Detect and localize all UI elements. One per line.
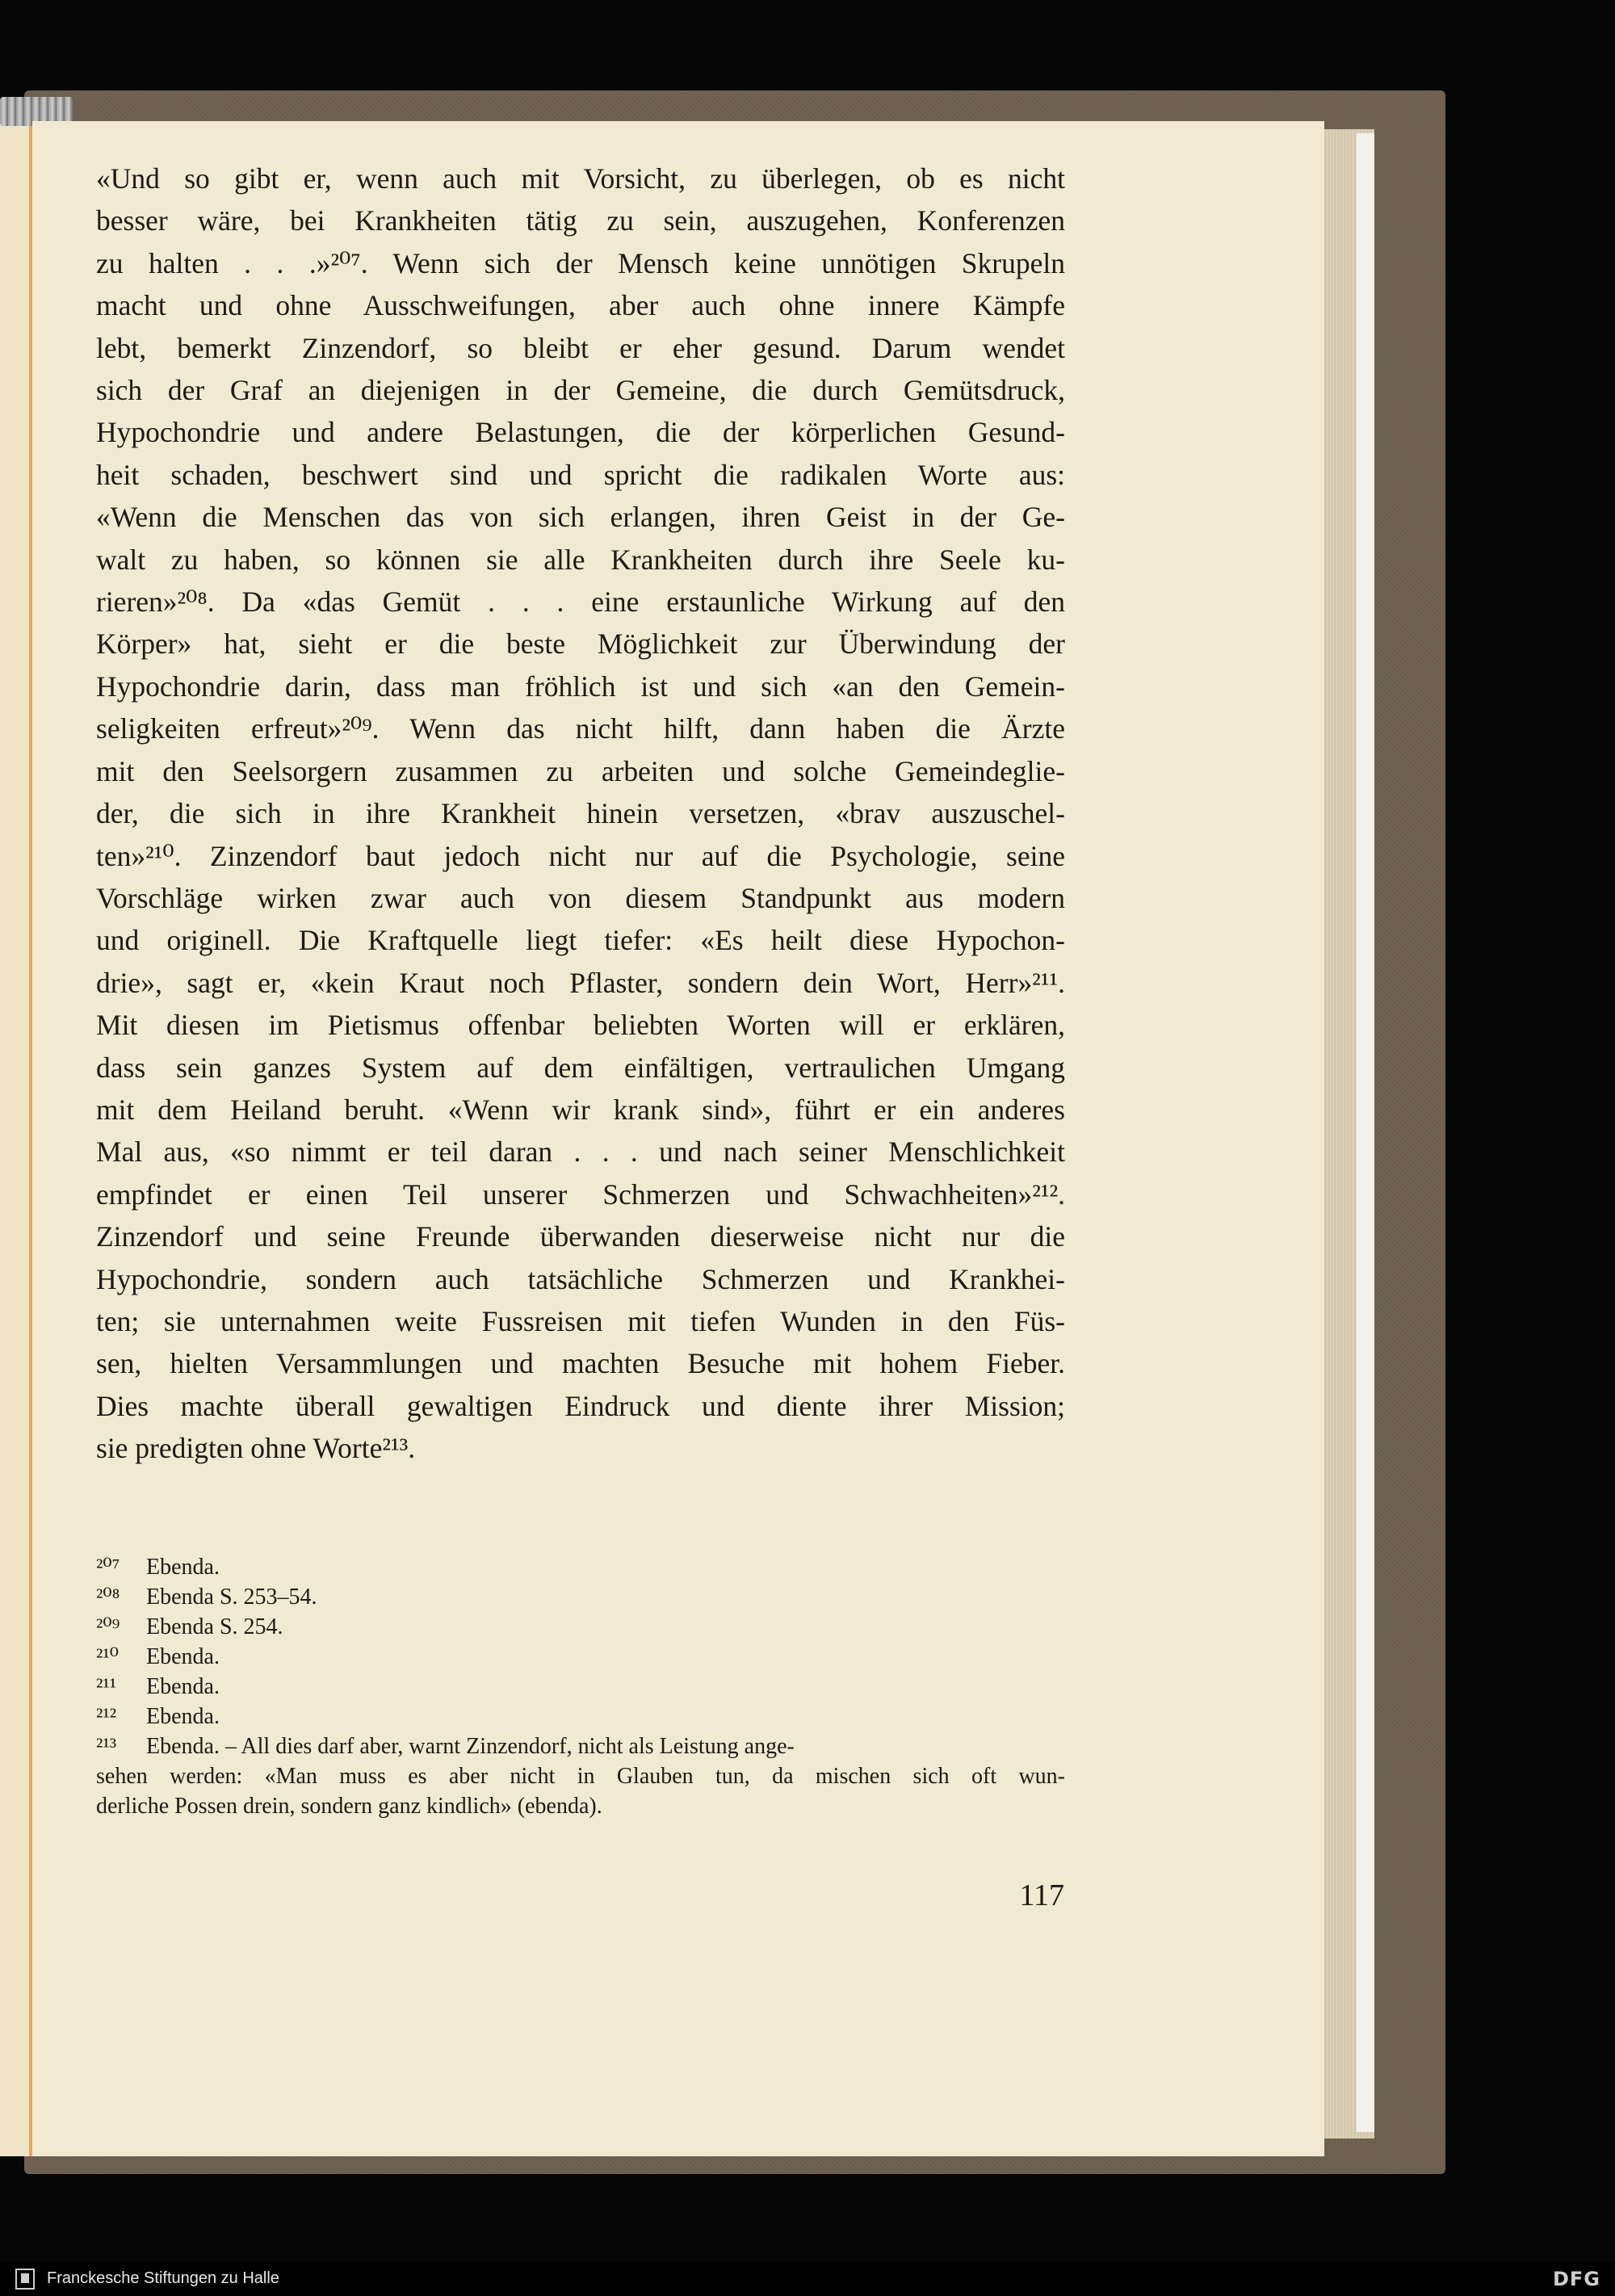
footer-bar xyxy=(0,2263,1615,2296)
footnote xyxy=(96,1552,1065,1582)
body-line: Mit diesen im Pietismus offenbar beliebten Worten will er erklären, xyxy=(96,1009,1065,1042)
body-line: sie predigten ohne Worte²¹³. xyxy=(96,1432,416,1465)
footnote xyxy=(96,1702,1065,1731)
body-line: seligkeiten erfreut»²⁰⁹. Wenn das nicht hilft, dann haben die Ärzte xyxy=(96,712,1065,745)
page-number: 117 xyxy=(1019,1878,1064,1912)
institution-logo-icon xyxy=(15,2268,36,2290)
body-line: dass sein ganzes System auf dem einfältigen, vertraulichen Umgang xyxy=(96,1051,1065,1084)
footnote-number: ²⁰⁷ xyxy=(96,1555,120,1580)
footnote xyxy=(96,1672,1065,1702)
body-line: sen, hielten Versammlungen und machten Besuche mit hohem Fieber. xyxy=(96,1347,1065,1380)
body-line: Dies machte überall gewaltigen Eindruck und diente ihrer Mission; xyxy=(96,1389,1065,1422)
body-line: sich der Graf an diejenigen in der Gemeine, die durch Gemütsdruck, xyxy=(96,374,1065,407)
footnote-text: Ebenda. xyxy=(146,1644,220,1669)
body-line: und originell. Die Kraftquelle liegt tiefer: «Es heilt diese Hypochon- xyxy=(96,924,1065,957)
footnote-number: ²¹³ xyxy=(96,1734,117,1759)
body-line: Vorschläge wirken zwar auch von diesem Standpunkt aus modern xyxy=(96,881,1065,914)
footnote-text: Ebenda. – All dies darf aber, warnt Zinzendorf, nicht als Leistung ange- xyxy=(146,1734,795,1759)
body-line: rieren»²⁰⁸. Da «das Gemüt . . . eine erstaunliche Wirkung auf den xyxy=(96,586,1065,619)
footnote-text: Ebenda S. 253–54. xyxy=(146,1585,317,1610)
body-line: Körper» hat, sieht er die beste Möglichkeit zur Überwindung der xyxy=(96,628,1065,661)
institution-name: Franckesche Stiftungen zu Halle xyxy=(47,2269,279,2287)
inserted-sheet xyxy=(1357,133,1374,2132)
body-line: «Wenn die Menschen das von sich erlangen, ihren Geist in der Ge- xyxy=(96,501,1065,534)
footnote-number: ²⁰⁹ xyxy=(96,1614,120,1639)
footnote-number: ²¹¹ xyxy=(96,1674,117,1699)
body-text xyxy=(96,157,1065,1470)
footnotes xyxy=(96,1552,1065,1821)
footnote-continuation: derliche Possen drein, sondern ganz kindlich» (ebenda). xyxy=(96,1794,602,1819)
body-line: drie», sagt er, «kein Kraut noch Pflaster, sondern dein Wort, Herr»²¹¹. xyxy=(96,966,1065,999)
body-line: Hypochondrie, sondern auch tatsächliche Schmerzen und Krankhei- xyxy=(96,1262,1065,1295)
body-line: Hypochondrie und andere Belastungen, die der körperlichen Gesund- xyxy=(96,416,1065,449)
body-line: heit schaden, beschwert sind und spricht die radikalen Worte aus: xyxy=(96,458,1065,491)
body-line: besser wäre, bei Krankheiten tätig zu sein, auszugehen, Konferenzen xyxy=(96,204,1065,237)
body-line: Hypochondrie darin, dass man fröhlich ist und sich «an den Gemein- xyxy=(96,669,1065,703)
body-line: mit den Seelsorgern zusammen zu arbeiten und solche Gemeindeglie- xyxy=(96,754,1065,787)
body-line: Mal aus, «so nimmt er teil daran . . . und nach seiner Menschlichkeit xyxy=(96,1135,1065,1169)
footnote-text: Ebenda. xyxy=(146,1555,220,1580)
body-line: mit dem Heiland beruht. «Wenn wir krank sind», führt er ein anderes xyxy=(96,1093,1065,1126)
footnote-number: ²¹² xyxy=(96,1704,117,1729)
left-page-sliver xyxy=(0,121,32,2156)
footnote xyxy=(96,1731,1065,1761)
footnote-number: ²⁰⁸ xyxy=(96,1585,120,1610)
body-line: der, die sich in ihre Krankheit hinein versetzen, «brav auszuschel- xyxy=(96,797,1065,830)
footnote-number: ²¹⁰ xyxy=(96,1644,120,1669)
body-line: macht und ohne Ausschweifungen, aber auch ohne innere Kämpfe xyxy=(96,289,1065,322)
footnote xyxy=(96,1582,1065,1612)
footnote-continuation: sehen werden: «Man muss es aber nicht in Glauben tun, da mischen sich oft wun- xyxy=(96,1764,1065,1789)
body-line: «Und so gibt er, wenn auch mit Vorsicht, zu überlegen, ob es nicht xyxy=(96,162,1065,195)
body-line: empfindet er einen Teil unserer Schmerzen und Schwachheiten»²¹². xyxy=(96,1177,1065,1211)
body-line: lebt, bemerkt Zinzendorf, so bleibt er eher gesund. Darum wendet xyxy=(96,331,1065,364)
body-line: ten; sie unternahmen weite Fussreisen mit tiefen Wunden in den Füs- xyxy=(96,1304,1065,1337)
footnote-text: Ebenda S. 254. xyxy=(146,1614,283,1639)
footnote-text: Ebenda. xyxy=(146,1674,220,1699)
body-line: walt zu haben, so können sie alle Krankheiten durch ihre Seele ku- xyxy=(96,543,1065,576)
footnote xyxy=(96,1612,1065,1642)
body-line: Zinzendorf und seine Freunde überwanden dieserweise nicht nur die xyxy=(96,1220,1065,1253)
footnote xyxy=(96,1642,1065,1672)
body-line: ten»²¹⁰. Zinzendorf baut jedoch nicht nur auf die Psychologie, seine xyxy=(96,839,1065,872)
dfg-logo: DFG xyxy=(1552,2268,1600,2290)
body-line: zu halten . . .»²⁰⁷. Wenn sich der Mensch keine unnötigen Skrupeln xyxy=(96,246,1065,279)
footnote-text: Ebenda. xyxy=(146,1704,220,1729)
